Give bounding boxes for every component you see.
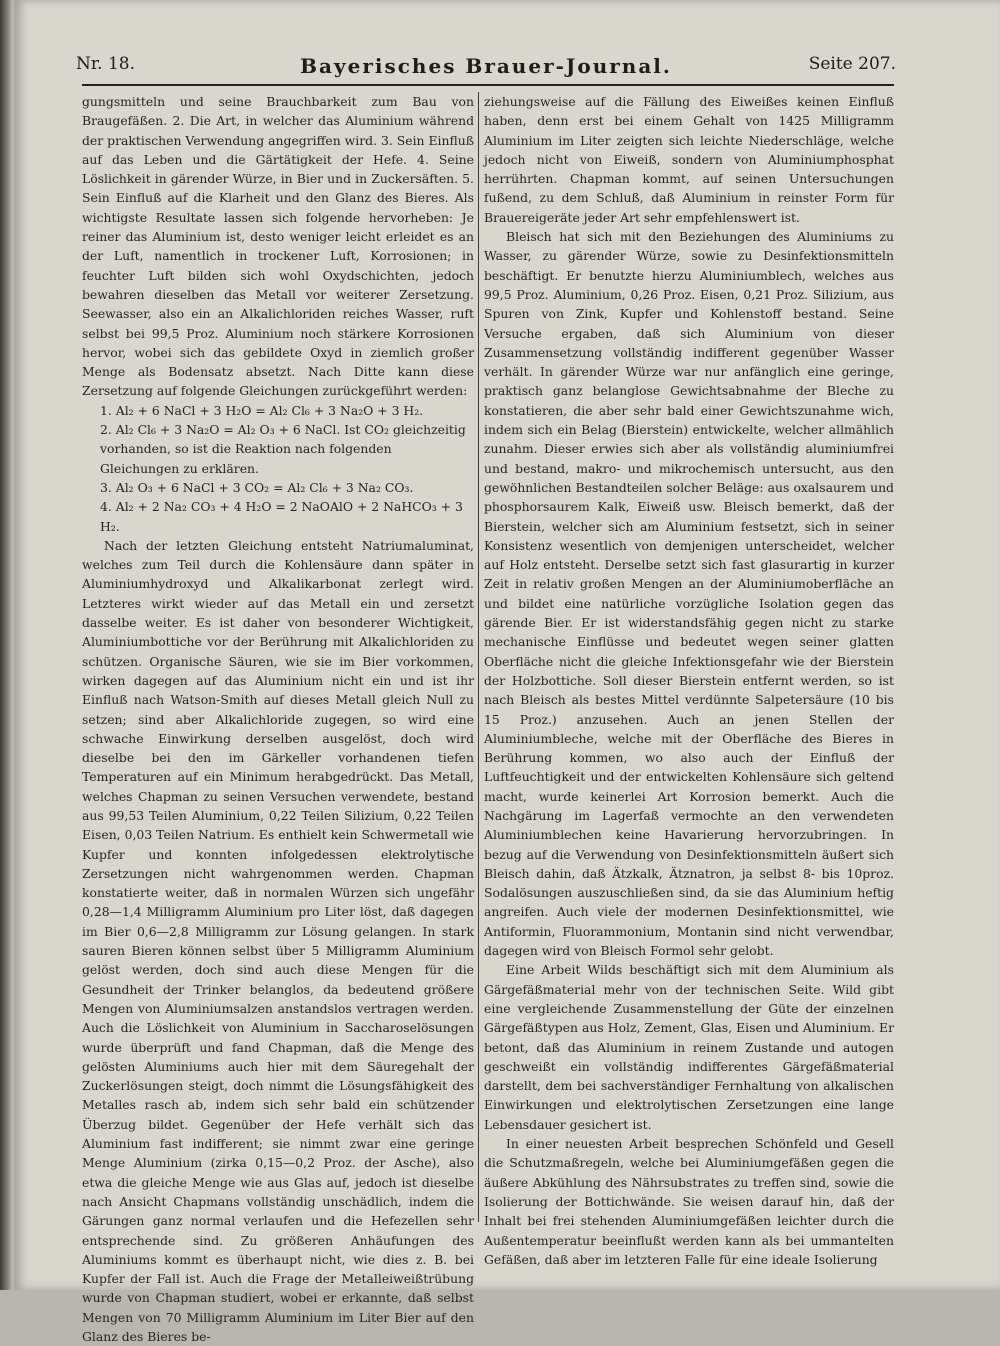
right-paragraph-4: In einer neuesten Arbeit besprechen Schönfeld und Gesell die Schutzmaßregeln, welche bei Aluminiumgefäßen gegen die äußere Abkühlung des Nährsubstrates zu treffen sind, sowie die Isolierung der Bottichwände. Sie weisen darauf hin, daß der Inhalt bei frei stehenden Aluminiumgefäßen leichter durch die Außentemperatur beeinflußt werden kann als bei ummantelten Gefäßen, daß aber im letzteren Falle für eine ideale Isolierung <box>484 1136 894 1267</box>
header-rule <box>82 84 894 86</box>
journal-title: Bayerisches Brauer-Journal. <box>300 54 672 78</box>
equation-1: 1. Al₂ + 6 NaCl + 3 H₂O = Al₂ Cl₆ + 3 Na₂O + 3 H₂. <box>100 402 424 418</box>
right-column <box>484 92 894 1267</box>
left-column <box>82 92 474 1344</box>
book-binding-edge <box>0 0 12 1290</box>
equation-3: 3. Al₂ O₃ + 6 NaCl + 3 CO₂ = Al₂ Cl₆ + 3 Na₂ CO₃. <box>100 479 414 495</box>
page-header <box>76 52 896 86</box>
page-number: Seite 207. <box>808 54 896 74</box>
left-paragraph-2: Nach der letzten Gleichung entsteht Natriumaluminat, welches zum Teil durch die Kohlensäure dann später in Aluminiumhydroxyd und Alkalikarbonat zerlegt wird. Letzteres wirkt wieder auf das Metall ein und zersetzt dasselbe weiter. Es ist daher von besonderer Wichtigkeit, Aluminiumbottiche vor der Berührung mit Alkalichloriden zu schützen. Organische Säuren, wie sie im Bier vorkommen, wirken dagegen auf das Aluminium nicht ein und ist ihr Einfluß nach Watson-Smith auf dieses Metall gleich Null zu setzen; sind aber Alkalichloride zugegen, so wird eine schwache Einwirkung derselben ausgelöst, doch wird dieselbe bei den im Gärkeller vorhandenen tiefen Temperaturen auf ein Minimum herabgedrückt. Das Metall, welches Chapman zu seinen Versuchen verwendete, bestand aus 99,53 Teilen Aluminium, 0,22 Teilen Silizium, 0,22 Teilen Eisen, 0,03 Teilen Natrium. Es enthielt kein Schwermetall wie Kupfer und konnten infolgedessen elektrolytische Zersetzungen nicht wahrgenommen werden. Chapman konstatierte weiter, daß in normalen Würzen sich ungefähr 0,28—1,4 Milligramm Aluminium pro Liter löst, daß dagegen im Bier 0,6—2,8 Milligramm zur Lösung gelangen. In stark sauren Bieren können selbst über 5 Milligramm Aluminium gelöst werden, doch sind auch diese Mengen für die Gesundheit der Trinker belanglos, da bedeutend größere Mengen von Aluminiumsalzen anstandslos vertragen werden. Auch die Löslichkeit von Aluminium in Saccharoselösungen wurde überprüft und fand Chapman, daß die Menge des gelösten Aluminiums auch hier mit dem Säuregehalt der Zuckerlösungen steigt, doch nimmt die Lösungsfähigkeit des Metalles rasch ab, indem sich sehr bald ein schützender Überzug bildet. Gegenüber der Hefe verhält sich das Aluminium fast indifferent; sie nimmt zwar eine geringe Menge Aluminium (zirka 0,15—0,2 Proz. der Asche), also etwa die gleiche Menge wie aus Glas auf, jedoch ist dieselbe nach Ansicht Chapmans vollständig unschädlich, indem die Gärungen ganz normal verlaufen und die Hefezellen sehr entsprechende sind. Zu größeren Anhäufungen des Aluminiums kommt es überhaupt nicht, wie dies z. B. bei Kupfer der Fall ist. Auch die Frage der Metalleiweißtrübung wurde von Chapman studiert, wobei er erkannte, daß selbst Mengen von 70 Milligramm Aluminium im Liter Bier auf den Glanz des Bieres be- <box>82 537 474 1344</box>
right-paragraph-2: Bleisch hat sich mit den Beziehungen des Aluminiums zu Wasser, zu gärender Würze, sowie zu Desinfektionsmitteln beschäftigt. Er benutzte hierzu Aluminiumblech, welches aus 99,5 Proz. Aluminium, 0,26 Proz. Eisen, 0,21 Proz. Silizium, aus Spuren von Zink, Kupfer und Kohlenstoff bestand. Seine Versuche ergaben, daß sich Aluminium von dieser Zusammensetzung vollständig indifferent gegenüber Wasser verhält. In gärender Würze war nur anfänglich eine geringe, praktisch ganz belanglose Gewichtsabnahme der Bleche zu konstatieren, die aber sehr bald einer Gewichtszunahme wich, indem sich ein Belag (Bierstein) entwickelte, welcher allmählich zunahm. Dieser erwies sich aber als vollständig aluminiumfrei und bestand, makro- und mikrochemisch untersucht, aus den gewöhnlichen Bestandteilen solcher Beläge: aus oxalsaurem und phosphorsaurem Kalk, Eiweiß usw. Bleisch bemerkt, daß der Bierstein, welcher sich am Aluminium festsetzt, sich in seiner Konsistenz wesentlich von demjenigen unterscheidet, welcher auf Holz entsteht. Derselbe setzt sich fast glasurartig in kurzer Zeit in relativ großen Mengen an der Aluminiumoberfläche an und bildet eine natürliche vorzügliche Isolation gegen das gärende Bier. Er ist widerstandsfähig gegen nicht zu starke mechanische Einflüsse und bedeutet wegen seiner glatten Oberfläche nicht die gleiche Infektionsgefahr wie der Bierstein der Holzbottiche. Soll dieser Bierstein entfernt werden, so ist nach Bleisch als bestes Mittel verdünnte Salpetersäure (10 bis 15 Proz.) anzusehen. Auch an jenen Stellen der Aluminiumbleche, welche mit der Oberfläche des Bieres in Berührung kommen, wo also auch der Einfluß der Luftfeuchtigkeit und der entwickelten Kohlensäure sich geltend macht, wurde keinerlei Art Korrosion bemerkt. Auch die Nachgärung im Lagerfaß vermochte an den verwendeten Aluminiumblechen keine Havarierung hervorzubringen. In bezug auf die Verwendung von Desinfektionsmitteln äußert sich Bleisch dahin, daß Ätzkalk, Ätznatron, ja selbst 8- bis 10proz. Sodalösungen auszuschließen sind, da sie das Aluminium heftig angreifen. Auch viele der modernen Desinfektionsmittel, wie Antiformin, Fluorammonium, Montanin sind nicht verwendbar, dagegen wird von Bleisch Formol sehr gelobt. <box>484 229 894 959</box>
right-paragraph-3: Eine Arbeit Wilds beschäftigt sich mit dem Aluminium als Gärgefäßmaterial mehr von der technischen Seite. Wild gibt eine vergleichende Zusammenstellung der Güte der einzelnen Gärgefäßtypen aus Holz, Zement, Glas, Eisen und Aluminium. Er betont, daß das Aluminium in reinem Zustande und autogen geschweißt ein vollständig indifferentes Gärgefäßmaterial darstellt, dem bei sachverständiger Fernhaltung von alkalischen Einwirkungen und elektrolytischen Zersetzungen eine lange Lebensdauer gesichert ist. <box>484 962 894 1132</box>
equation-4: 4. Al₂ + 2 Na₂ CO₃ + 4 H₂O = 2 NaOAlO + 2 NaHCO₃ + 3 H₂. <box>100 499 463 534</box>
right-paragraph-1: ziehungsweise auf die Fällung des Eiweißes keinen Einfluß haben, denn erst bei einem Gehalt von 1425 Milligramm Aluminium im Liter zeigten sich leichte Niederschläge, welche jedoch nicht von Eiweiß, sondern von Aluminiumphosphat herrührten. Chapman kommt, auf seinen Untersuchungen fußend, zu dem Schluß, daß Aluminium in reinster Form für Brauereigeräte jeder Art sehr empfehlenswert ist. <box>484 94 894 225</box>
column-divider <box>478 92 479 1222</box>
equation-2: 2. Al₂ Cl₆ + 3 Na₂O = Al₂ O₃ + 6 NaCl. Ist CO₂ gleichzeitig vorhanden, so ist die Reaktion nach folgenden Gleichungen zu erklären. <box>100 422 466 476</box>
issue-number: Nr. 18. <box>76 54 135 74</box>
left-paragraph-1: gungsmitteln und seine Brauchbarkeit zum Bau von Braugefäßen. 2. Die Art, in welcher das Aluminium während der praktischen Verwendung angegriffen wird. 3. Sein Einfluß auf das Leben und die Gärtätigkeit der Hefe. 4. Seine Löslichkeit in gärender Würze, in Bier und in Zuckersäften. 5. Sein Einfluß auf die Klarheit und den Glanz des Bieres. Als wichtigste Resultate lassen sich folgende hervorheben: Je reiner das Aluminium ist, desto weniger leicht erleidet es an der Luft, namentlich in trockener Luft, Korrosionen; in feuchter Luft bilden sich wohl Oxydschichten, jedoch bewahren dieselben das Metall vor weiterer Zersetzung. Seewasser, also ein an Alkalichloriden reiches Wasser, ruft selbst bei 99,5 Proz. Aluminium noch stärkere Korrosionen hervor, wobei sich das gebildete Oxyd in ziemlich großer Menge als Bodensatz absetzt. Nach Ditte kann diese Zersetzung auf folgende Gleichungen zurückgeführt werden: <box>82 94 474 399</box>
